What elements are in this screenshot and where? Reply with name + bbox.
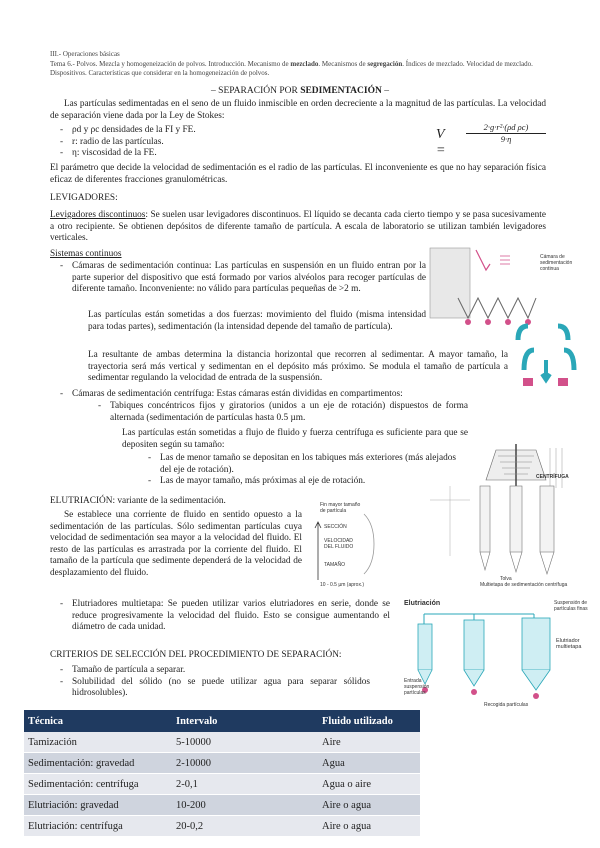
course-header: III.- Operaciones básicas xyxy=(50,50,120,58)
criterios-title: CRITERIOS DE SELECCIÓN DEL PROCEDIMIENTO DE SEPARACIÓN: xyxy=(50,650,342,660)
intro-paragraph: Las partículas sedimentadas en el seno de un fluido inmiscible en orden decreciente a la magnitud de las partículas. La velocidad de separación viene dada por la Ley de Stokes: xyxy=(50,99,546,121)
scheme-range: 10 - 0.5 µm (aprox.) xyxy=(320,582,365,588)
list-item: - Las de mayor tamaño, más próximas al eje de rotación. xyxy=(138,476,456,488)
criterios-list xyxy=(50,665,370,700)
scheme-label-size: TAMAÑO xyxy=(324,562,346,568)
scheme-top-label: Fin mayor tamaño de partícula xyxy=(320,502,361,514)
elutriacion-title: ELUTRIACIÓN: variante de la sedimentación. xyxy=(50,496,226,506)
table-row: Elutriación: centrífuga 20-0,2 Aire o agua xyxy=(24,816,420,837)
elutriation-top-label: Suspensión de partículas finas xyxy=(554,600,588,612)
multistage-out: Tolva xyxy=(500,576,512,582)
document-page: III.- Operaciones básicas Tema 6.- Polvos. Mezcla y homogeneización de polvos. Introducción. Mecanismo de mezclado. Mecanismos de segregación. Índices de mezclado. Velocidad de mezclado. Dispositivos. Características que considerar en la homogeneización de polvos. – SEPARACIÓN POR SEDIMENTACIÓN – Las partículas sedimentadas en el seno de un fluido inmiscible en orden decreciente a la magnitud de las partículas. La velocidad de separación viene dada por la Ley de Stokes: - ρd y ρc densidades de la FI y FE. - r: radio de las partículas. - η: viscosidad de la FE. V = 2·g·r²·(ρd ρc) 9·η El parámetro que decide la velocidad de sedimentación es el radio de las partículas. El inconveniente es que no hay separación física eficaz de diferentes fracciones granulométricas. LEVIGADORES: Levigadores discontinuos: Se suelen usar levigadores discontinuos. El líquido se decanta cada cierto tiempo y se pasa sucesivamente a otro recipiente. Se obtienen depósitos de diferente tamaño de partícula. A escala de laboratorio se utilizan también levigadores verticales. Sistemas continuos - Cámaras de sedimentación continua: Las partículas en suspensión en un fluido entran por la parte superior del dispositivo que está formado por varios alvéolos para recoger partículas de diferente tamaño. Inconveniente: no válido para partículas pequeñas de >2 m. Las partículas están sometidas a dos fuerzas: movimiento del fluido (misma intensidad para todas partes), sedimentación (la intensidad depende del tamaño de partícula). La resultante de ambas determina la distancia horizontal que recorren al sedimentar. A mayor tamaño, la trayectoria será más vertical y sedimentan en el depósito más próximo. Se modula el tamaño de partícula a sedimentar regulando la velocidad de entrada de la suspensión. - Cámaras de sedimentación centrífuga: Estas cámaras están divididas en compartimentos: - Tabiques concéntricos fijos y giratorios (unidos a un eje de rotación) dispuestos de forma alternada (sedimentación de partículas hasta 0.5 µm. Las partículas están sometidas a flujo de fluido y fuerza centrífuga es suficiente para que se depositen según su tamaño: - Las de menor tamaño se depositan en los tabiques más exteriores (más alejados del eje de rotación). - Las de mayor tamaño, más próximas al eje de rotación. ELUTRIACIÓN: variante de la sedimentación. Se establece una corriente de fluido en sentido opuesto a la sedimentación de las partículas. Sólo sedimentan partículas cuya velocidad de sedimentación sea mayor a la velocidad del fluido. El resto de las partículas es arrastrada por la corriente del fluido. El tamaño de la partícula que sedimente dependerá de la velocidad de desplazamiento del fluido. - Elutriadores multietapa: Se pueden utilizar varios elutriadores en serie, donde se reduce progresivamente la velocidad del fluido. Esto se consigue aumentando el diámetro de cada unidad. CRITERIOS DE SELECCIÓN DEL PROCEDIMIENTO DE SEPARACIÓN: - Tamaño de partícula a separar. - Solubilidad del sólido (no se puede utilizar agua para separar sólidos hidrosolubles). Técnica Intervalo Fluido utilizado Tamización 5-10000 Aire Sedimentación: gravedad 2-10000 Agua Sedimentación: centrífuga 2-0,1 Agua o aire Elutriación: gravedad 10-200 Aire o agua Elutriación: centrífuga 20-0,2 Aire o agua Cámara de sedimentación continua CENTRÍFUGA Fin mayor tamaño de partícula SECCIÓN VELOCIDAD DEL FLUIDO TAMAÑO 10 - 0.5 µm (aprox.) Tolva Multietapa de sedimentación centrífuga Elutriación Suspensión de partículas finas Elutriador multietapa Entrada suspensión partículas Recogida partículas xyxy=(0,0,600,848)
elutriation-input-label: Entrada suspensión partículas xyxy=(404,678,430,696)
table-header: Técnica xyxy=(24,710,172,732)
list-item: - Cámaras de sedimentación centrífuga: Estas cámaras están divididas en compartimentos: xyxy=(50,389,510,401)
table-row: Sedimentación: centrífuga 2-0,1 Agua o aire xyxy=(24,774,420,795)
centrifuge-sublist xyxy=(88,401,468,424)
multistage-diagram xyxy=(410,480,596,590)
table-header: Fluido utilizado xyxy=(318,710,420,732)
table-row: Sedimentación: gravedad 2-10000 Agua xyxy=(24,753,420,774)
multistage-figure xyxy=(410,480,596,590)
continuous-list-2 xyxy=(50,389,510,401)
list-item: - Las de menor tamaño se depositan en los tabiques más exteriores (más alejados del eje de rotación). xyxy=(138,453,456,476)
sistemas-continuos-title: Sistemas continuos xyxy=(50,249,122,259)
table-header: Intervalo xyxy=(172,710,318,732)
elutriation-title: Elutriación xyxy=(404,600,441,607)
resultant-paragraph: La resultante de ambas determina la distancia horizontal que recorren al sedimentar. A mayor tamaño, la trayectoria será más vertical y sedimentan en el depósito más próximo. Se modula el tamaño de partícula a sedimentar regulando la velocidad de entrada de la suspensión. xyxy=(88,350,508,384)
scheme-label-velocity: VELOCIDAD DEL FLUIDO xyxy=(324,538,354,550)
table-row: Tamización 5-10000 Aire xyxy=(24,732,420,753)
elutriation-diagram xyxy=(404,598,596,708)
levigadores-title: LEVIGADORES: xyxy=(50,193,118,203)
elutriation-figure xyxy=(404,598,596,708)
scheme-label-section: SECCIÓN xyxy=(324,524,347,530)
centrifuge-paragraph: Las partículas están sometidas a flujo de fluido y fuerza centrífuga es suficiente para que se depositen según su tamaño: xyxy=(122,428,468,450)
list-item: - Tamaño de partícula a separar. xyxy=(50,665,370,677)
list-item: - Elutriadores multietapa: Se pueden utilizar varios elutriadores en serie, donde se reduce progresivamente la velocidad del fluido. Esto se consigue aumentando el diámetro de cada unidad. xyxy=(50,599,390,634)
forces-paragraph: Las partículas están sometidas a dos fuerzas: movimiento del fluido (misma intensidad para todas partes), sedimentación (la intensidad depende del tamaño de partícula). xyxy=(88,310,426,332)
table-header-row xyxy=(24,710,420,732)
centrifuge-subsublist xyxy=(138,453,456,488)
elutriacion-list xyxy=(50,599,390,634)
elutriation-bottom-label: Recogida partículas xyxy=(484,702,529,708)
parameter-paragraph: El parámetro que decide la velocidad de sedimentación es el radio de las partículas. El inconveniente es que no hay separación física eficaz de diferentes fracciones granulométricas. xyxy=(50,163,546,185)
list-item: - Cámaras de sedimentación continua: Las partículas en suspensión en un fluido entran por la parte superior del dispositivo que está formado por varios alvéolos para recoger partículas de diferente tamaño. Inconveniente: no válido para partículas pequeñas de >2 m. xyxy=(50,261,426,296)
stokes-variables xyxy=(50,125,390,160)
table-row: Elutriación: gravedad 10-200 Aire o agua xyxy=(24,795,420,816)
var-item: - r: radio de las partículas. xyxy=(50,137,390,149)
chamber-caption: Cámara de sedimentación continua xyxy=(540,254,573,272)
techniques-table xyxy=(24,710,420,837)
multistage-caption: Multietapa de sedimentación centrífuga xyxy=(480,582,568,588)
elutriacion-paragraph: Se establece una corriente de fluido en sentido opuesto a la sedimentación de las partículas. Sólo sedimentan partículas cuya velocidad de sedimentación sea mayor a la velocidad del fluido. El resto de las partículas es arrastrada por la corriente del fluido. El tamaño de la partícula que sedimente dependerá de la velocidad de desplazamiento del fluido. xyxy=(50,510,302,578)
list-item: - Tabiques concéntricos fijos y giratorios (unidos a un eje de rotación) dispuestos de forma alternada (sedimentación de partículas hasta 0.5 µm. xyxy=(88,401,468,424)
elutriation-side-label: Elutriador multietapa xyxy=(556,638,582,650)
section-title: – SEPARACIÓN POR SEDIMENTACIÓN – xyxy=(211,86,389,96)
var-item: - ρd y ρc densidades de la FI y FE. xyxy=(50,125,390,137)
sedimentation-chamber-figure xyxy=(428,240,588,390)
size-scheme-figure xyxy=(314,500,406,590)
list-item: - Solubilidad del sólido (no se puede utilizar agua para separar sólidos hidrosolubles). xyxy=(50,677,370,700)
topic-header: Tema 6.- Polvos. Mezcla y homogeneización de polvos. Introducción. Mecanismo de mezclado. Mecanismos de segregación. Índices de mezclado. Velocidad de mezclado. Dispositivos. Características que considerar en la homogeneización de polvos. xyxy=(50,60,533,77)
var-item: - η: viscosidad de la FE. xyxy=(50,148,390,160)
levigadores-discontinuos: Levigadores discontinuos: Se suelen usar levigadores discontinuos. El líquido se decanta cada cierto tiempo y se pasa sucesivamente a otro recipiente. Se obtienen depósitos de diferente tamaño de partícula. A escala de laboratorio se utilizan también levigadores verticales. xyxy=(50,210,546,244)
continuous-list-1 xyxy=(50,261,426,296)
centrifuge-caption: CENTRÍFUGA xyxy=(536,474,569,480)
